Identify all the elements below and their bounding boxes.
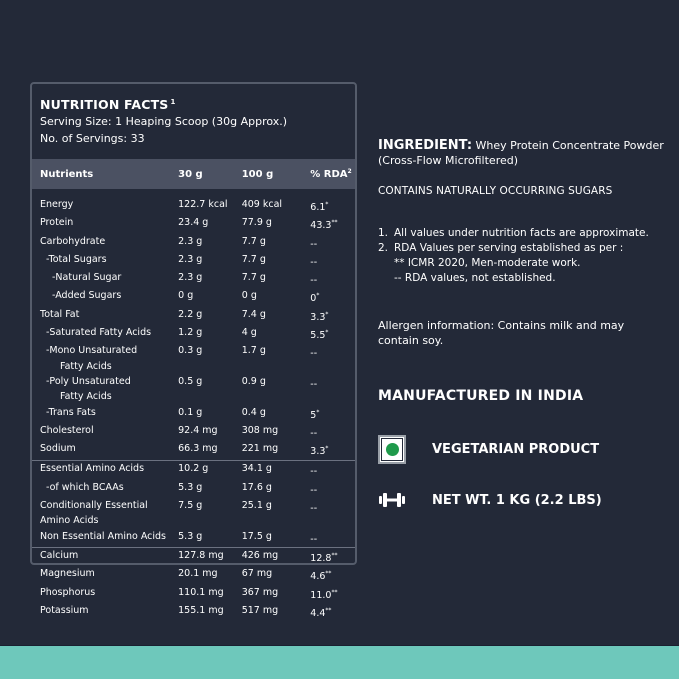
name-line: Potassium	[40, 604, 89, 616]
name-line: -of which BCAAs	[46, 481, 124, 493]
value-30g: 66.3 mg	[178, 443, 218, 455]
vegetarian-label: VEGETARIAN PRODUCT	[432, 442, 600, 457]
nutrient-name	[32, 405, 178, 420]
value-100g: 517 mg	[241, 604, 279, 616]
name-line: -Trans Fats	[46, 406, 96, 418]
rda-mark: *	[325, 310, 329, 318]
rda-value: 4.6	[310, 571, 326, 583]
value-100g: 25.1 g	[241, 500, 272, 512]
value-rda	[310, 566, 355, 584]
table-row	[32, 585, 355, 603]
footnote-num: 2.	[378, 242, 389, 254]
name-line: Protein	[40, 217, 74, 229]
value-rda	[310, 603, 355, 621]
title-text: NUTRITION FACTS	[40, 97, 169, 112]
table-row	[32, 423, 355, 441]
value-30g: 5.3 g	[178, 530, 203, 542]
rda-value: 0	[310, 293, 317, 305]
rda-value: 3.3	[310, 446, 326, 458]
footnotes	[378, 226, 668, 286]
value-100g: 7.7 g	[241, 272, 266, 284]
nutrient-name	[32, 270, 178, 285]
nutrient-name	[32, 603, 178, 618]
name-line: Cholesterol	[40, 424, 94, 436]
value-30g: 5.3 g	[178, 481, 203, 493]
value-100g: 221 mg	[241, 443, 279, 455]
rda-mark: **	[331, 551, 338, 559]
footnote-num: 1.	[378, 227, 389, 239]
value-rda	[310, 234, 355, 252]
manufactured-in: MANUFACTURED IN INDIA	[378, 388, 584, 404]
value-30g: 92.4 mg	[178, 424, 218, 436]
value-100g: 409 kcal	[241, 199, 283, 210]
value-30g: 0 g	[178, 290, 194, 302]
value-100g: 0.4 g	[241, 406, 266, 418]
table-row	[32, 325, 355, 343]
ingredient-label: INGREDIENT:	[378, 138, 473, 153]
value-30g: 0.5 g	[178, 375, 203, 387]
table-header	[32, 159, 355, 189]
nutrition-title	[40, 94, 347, 113]
vegetarian-badge	[378, 435, 599, 464]
rda-value: --	[310, 275, 318, 287]
value-100g: 17.5 g	[241, 530, 272, 542]
name-line: Sodium	[40, 443, 76, 455]
value-100g: 7.4 g	[241, 308, 266, 320]
nutrient-group	[32, 460, 355, 546]
value-rda	[310, 215, 355, 233]
footnote-1	[378, 226, 668, 241]
col-100g: 100 g	[241, 168, 274, 180]
footnote-sub-1: ** ICMR 2020, Men-moderate work.	[394, 257, 581, 269]
rda-value: --	[310, 503, 318, 515]
rda-label: % RDA	[310, 169, 348, 180]
info-column	[378, 138, 668, 348]
value-30g: 20.1 mg	[178, 568, 218, 580]
value-100g: 7.7 g	[241, 235, 266, 247]
nutrient-name	[32, 374, 178, 405]
value-30g: 2.3 g	[178, 272, 203, 284]
name-line: -Natural Sugar	[52, 272, 122, 284]
value-rda	[310, 548, 355, 566]
value-rda	[310, 480, 355, 498]
name-line: -Saturated Fatty Acids	[46, 327, 152, 339]
footnote-text: All values under nutrition facts are approximate.	[394, 227, 649, 239]
value-rda	[310, 252, 355, 270]
table-row	[32, 343, 355, 374]
footnote-sub-2: -- RDA values, not established.	[394, 272, 556, 284]
rda-footnote: 2	[347, 168, 352, 175]
value-100g: 17.6 g	[241, 481, 272, 493]
value-30g: 0.1 g	[178, 406, 203, 418]
value-30g: 110.1 mg	[178, 586, 224, 598]
value-100g: 4 g	[241, 327, 257, 339]
nutrient-name	[32, 441, 178, 456]
nutrient-name	[32, 529, 178, 544]
value-30g: 127.8 mg	[178, 549, 224, 561]
table-row	[32, 234, 355, 252]
name-line: Conditionally Essential	[40, 500, 148, 512]
table-row	[32, 480, 355, 498]
rda-value: --	[310, 533, 318, 545]
table-row	[32, 252, 355, 270]
rda-value: --	[310, 484, 318, 496]
dumbbell-icon	[378, 490, 406, 510]
value-rda	[310, 461, 355, 479]
nutrition-facts-panel	[30, 82, 357, 619]
rda-value: 11.0	[310, 589, 332, 601]
value-rda	[310, 441, 355, 459]
net-weight-label: NET WT. 1 KG (2.2 LBS)	[432, 492, 602, 508]
nutrient-name	[32, 197, 178, 212]
nutrient-name	[32, 252, 178, 267]
value-rda	[310, 307, 355, 325]
value-rda	[310, 405, 355, 423]
value-100g: 7.7 g	[241, 253, 266, 265]
rda-value: --	[310, 378, 318, 390]
value-30g: 0.3 g	[178, 345, 203, 357]
name-line: -Mono Unsaturated	[46, 345, 138, 357]
name-line: Total Fat	[40, 308, 80, 320]
table-row	[32, 374, 355, 405]
value-30g: 23.4 g	[178, 217, 209, 229]
rda-mark: *	[316, 408, 320, 416]
rda-mark: *	[325, 445, 329, 453]
table-row	[32, 441, 355, 459]
rda-mark: **	[325, 606, 332, 614]
value-100g: 308 mg	[241, 424, 279, 436]
value-rda	[310, 585, 355, 603]
name-line: Calcium	[40, 549, 79, 561]
table-row	[32, 566, 355, 584]
name-line: -Total Sugars	[46, 253, 107, 265]
value-30g: 2.2 g	[178, 308, 203, 320]
name-line: Essential Amino Acids	[40, 463, 145, 475]
ingredient-text: Whey Protein Concentrate Powder (Cross-Flow Microfiltered)	[378, 139, 664, 167]
name-line: Energy	[40, 199, 74, 210]
rda-mark: **	[325, 570, 332, 578]
value-30g: 2.3 g	[178, 235, 203, 247]
rda-value: --	[310, 256, 318, 268]
name-line: -Poly Unsaturated	[46, 375, 131, 387]
rda-mark: *	[325, 201, 329, 208]
allergen-info: Allergen information: Contains milk and may contain soy.	[378, 319, 625, 347]
rda-mark: **	[331, 219, 338, 227]
rda-value: --	[310, 238, 318, 250]
rda-value: 43.3	[310, 220, 332, 232]
name-line: Carbohydrate	[40, 235, 106, 247]
nutrient-name	[32, 548, 178, 563]
table-row	[32, 548, 355, 566]
table-row	[32, 270, 355, 288]
nutrient-name	[32, 498, 178, 529]
veg-mark-icon	[378, 435, 406, 464]
rda-value: --	[310, 466, 318, 478]
nutrient-name	[32, 215, 178, 230]
col-nutrients: Nutrients	[40, 168, 94, 180]
value-rda	[310, 529, 355, 547]
value-rda	[310, 288, 355, 306]
value-rda	[310, 423, 355, 441]
value-rda	[310, 197, 355, 215]
col-30g: 30 g	[178, 168, 203, 180]
value-30g: 155.1 mg	[178, 604, 224, 616]
table-row	[32, 498, 355, 529]
nutrient-name	[32, 234, 178, 249]
table-row	[32, 529, 355, 547]
nutrient-name	[32, 566, 178, 581]
value-100g: 426 mg	[241, 549, 279, 561]
value-30g: 1.2 g	[178, 327, 203, 339]
footnote-text: RDA Values per serving established as per :	[394, 242, 624, 254]
nutrient-name	[32, 307, 178, 322]
table-row	[32, 405, 355, 423]
value-100g: 0.9 g	[241, 375, 266, 387]
rda-mark: *	[325, 329, 329, 337]
value-100g: 67 mg	[241, 568, 273, 580]
nutrient-group	[32, 197, 355, 460]
value-30g: 122.7 kcal	[178, 199, 228, 210]
table-row	[32, 603, 355, 621]
value-100g: 367 mg	[241, 586, 279, 598]
table-row	[32, 288, 355, 306]
nutrient-name	[32, 461, 178, 476]
servings-count: No. of Servings: 33	[40, 132, 145, 145]
name-line: -Added Sugars	[52, 290, 122, 302]
ingredient	[378, 138, 668, 168]
rda-value: 3.3	[310, 311, 326, 323]
nutrient-group	[32, 547, 355, 621]
value-100g: 0 g	[241, 290, 257, 302]
nutrient-name	[32, 423, 178, 438]
value-rda	[310, 343, 355, 361]
name-line: Magnesium	[40, 568, 95, 580]
rda-value: 12.8	[310, 552, 332, 564]
value-rda	[310, 270, 355, 288]
name-line-2: Amino Acids	[40, 515, 99, 527]
rda-mark: *	[316, 292, 320, 300]
nutrient-name	[32, 585, 178, 600]
value-rda	[310, 325, 355, 343]
serving-size: Serving Size: 1 Heaping Scoop (30g Approx.)	[40, 115, 288, 128]
name-line-2: Fatty Acids	[60, 391, 112, 403]
net-weight	[378, 490, 602, 510]
rda-value: 4.4	[310, 607, 326, 619]
footnote-2	[378, 241, 668, 256]
rda-value: --	[310, 427, 318, 439]
table-row	[32, 215, 355, 233]
value-100g: 1.7 g	[241, 345, 266, 357]
rda-value: 5.5	[310, 330, 326, 342]
table-row	[32, 307, 355, 325]
col-rda	[310, 168, 355, 180]
nutrient-name	[32, 288, 178, 303]
bottom-strip	[0, 646, 679, 679]
value-30g: 10.2 g	[178, 463, 209, 475]
nutrient-name	[32, 325, 178, 340]
value-rda	[310, 498, 355, 516]
nutrient-name	[32, 480, 178, 495]
value-rda	[310, 374, 355, 392]
nutrition-header	[32, 84, 355, 153]
table-row	[32, 197, 355, 215]
nutrient-name	[32, 343, 178, 374]
title-footnote: 1	[170, 98, 176, 106]
value-100g: 34.1 g	[241, 463, 272, 475]
rda-value: 6.1	[310, 202, 326, 213]
name-line: Non Essential Amino Acids	[40, 530, 166, 542]
value-100g: 77.9 g	[241, 217, 272, 229]
value-30g: 2.3 g	[178, 253, 203, 265]
name-line-2: Fatty Acids	[60, 360, 112, 372]
sugars-note: CONTAINS NATURALLY OCCURRING SUGARS	[378, 185, 613, 197]
table-body	[32, 189, 355, 621]
name-line: Phosphorus	[40, 586, 96, 598]
table-row	[32, 461, 355, 479]
rda-mark: **	[331, 588, 338, 596]
rda-value: 5	[310, 409, 317, 421]
rda-value: --	[310, 348, 318, 360]
value-30g: 7.5 g	[178, 500, 203, 512]
